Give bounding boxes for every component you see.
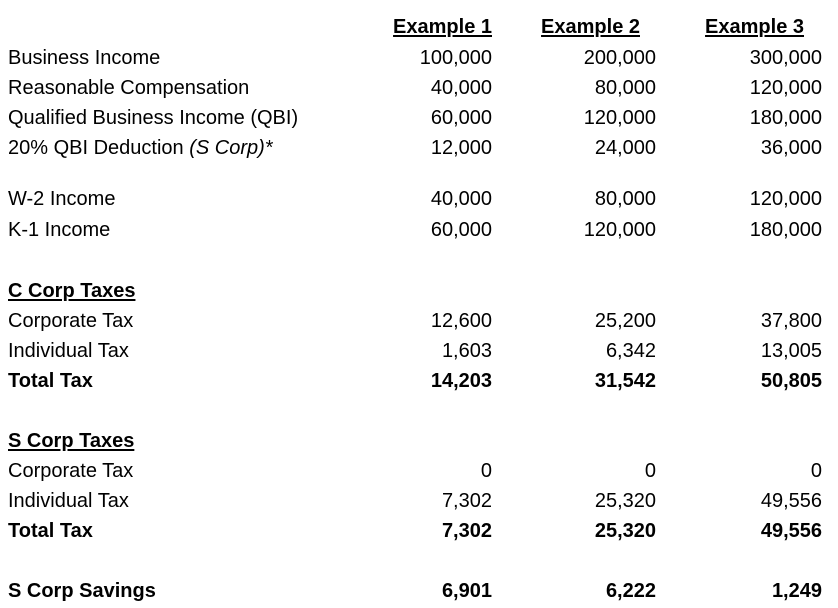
row-s-corp-corporate-tax bbox=[0, 456, 838, 486]
row-label: S Corp Savings bbox=[8, 580, 156, 602]
cell-example-1: 7,302 bbox=[441, 490, 492, 512]
row-qbi bbox=[0, 103, 838, 133]
row-reasonable-compensation bbox=[0, 73, 838, 103]
row-c-corp-individual-tax bbox=[0, 336, 838, 366]
row-label: Corporate Tax bbox=[8, 460, 134, 482]
cell-example-1: 60,000 bbox=[430, 107, 492, 129]
row-w2-income bbox=[0, 184, 838, 214]
row-label: Corporate Tax bbox=[8, 310, 134, 332]
row-k1-income bbox=[0, 215, 838, 245]
cell-example-3: 180,000 bbox=[749, 219, 822, 241]
cell-example-3: 49,556 bbox=[760, 520, 822, 542]
cell-example-3: 180,000 bbox=[749, 107, 822, 129]
row-label: Individual Tax bbox=[8, 340, 129, 362]
row-label: Business Income bbox=[8, 47, 161, 69]
cell-example-2: 25,200 bbox=[594, 310, 656, 332]
cell-example-2: 80,000 bbox=[594, 77, 656, 99]
row-business-income bbox=[0, 43, 838, 73]
cell-example-3: 120,000 bbox=[749, 77, 822, 99]
cell-example-1: 1,603 bbox=[441, 340, 492, 362]
cell-example-2: 25,320 bbox=[594, 520, 656, 542]
row-label: Total Tax bbox=[8, 370, 93, 392]
cell-example-1: 60,000 bbox=[430, 219, 492, 241]
section-heading: C Corp Taxes bbox=[8, 280, 136, 302]
section-heading: S Corp Taxes bbox=[8, 430, 135, 452]
cell-example-3: 37,800 bbox=[760, 310, 822, 332]
cell-example-3: 50,805 bbox=[760, 370, 822, 392]
cell-example-3: 1,249 bbox=[771, 580, 822, 602]
cell-example-1: 7,302 bbox=[441, 520, 492, 542]
row-c-corp-total-tax bbox=[0, 366, 838, 396]
cell-example-2: 200,000 bbox=[583, 47, 656, 69]
cell-example-3: 36,000 bbox=[760, 137, 822, 159]
cell-example-3: 13,005 bbox=[760, 340, 822, 362]
row-label: Individual Tax bbox=[8, 490, 129, 512]
cell-example-2: 120,000 bbox=[583, 219, 656, 241]
row-label: K-1 Income bbox=[8, 219, 111, 241]
cell-example-2: 6,342 bbox=[605, 340, 656, 362]
cell-example-2: 120,000 bbox=[583, 107, 656, 129]
cell-example-2: 6,222 bbox=[605, 580, 656, 602]
row-label bbox=[8, 133, 273, 163]
cell-example-3: 49,556 bbox=[760, 490, 822, 512]
cell-example-2: 24,000 bbox=[594, 137, 656, 159]
cell-example-3: 300,000 bbox=[749, 47, 822, 69]
row-label-text: 20% QBI Deduction bbox=[8, 137, 190, 159]
cell-example-1: 6,901 bbox=[441, 580, 492, 602]
row-c-corp-corporate-tax bbox=[0, 306, 838, 336]
row-label: W-2 Income bbox=[8, 188, 116, 210]
cell-example-2: 25,320 bbox=[594, 490, 656, 512]
cell-example-1: 12,600 bbox=[430, 310, 492, 332]
row-label-italic-note: (S Corp)* bbox=[189, 137, 273, 159]
row-s-corp-total-tax bbox=[0, 516, 838, 546]
row-label: Qualified Business Income (QBI) bbox=[8, 107, 299, 129]
column-header-example-1: Example 1 bbox=[393, 16, 492, 38]
cell-example-1: 0 bbox=[480, 460, 492, 482]
row-qbi-deduction bbox=[0, 133, 838, 163]
cell-example-1: 40,000 bbox=[430, 188, 492, 210]
row-label: Reasonable Compensation bbox=[8, 77, 250, 99]
cell-example-3: 0 bbox=[810, 460, 822, 482]
cell-example-2: 80,000 bbox=[594, 188, 656, 210]
row-label: Total Tax bbox=[8, 520, 93, 542]
cell-example-1: 12,000 bbox=[430, 137, 492, 159]
cell-example-1: 100,000 bbox=[419, 47, 492, 69]
cell-example-1: 40,000 bbox=[430, 77, 492, 99]
cell-example-3: 120,000 bbox=[749, 188, 822, 210]
section-heading-c-corp bbox=[0, 276, 838, 306]
section-heading-s-corp bbox=[0, 426, 838, 456]
column-header-example-2: Example 2 bbox=[541, 16, 640, 38]
cell-example-1: 14,203 bbox=[430, 370, 492, 392]
cell-example-2: 0 bbox=[644, 460, 656, 482]
row-s-corp-individual-tax bbox=[0, 486, 838, 516]
column-header-example-3: Example 3 bbox=[705, 16, 804, 38]
cell-example-2: 31,542 bbox=[594, 370, 656, 392]
row-s-corp-savings bbox=[0, 576, 838, 606]
